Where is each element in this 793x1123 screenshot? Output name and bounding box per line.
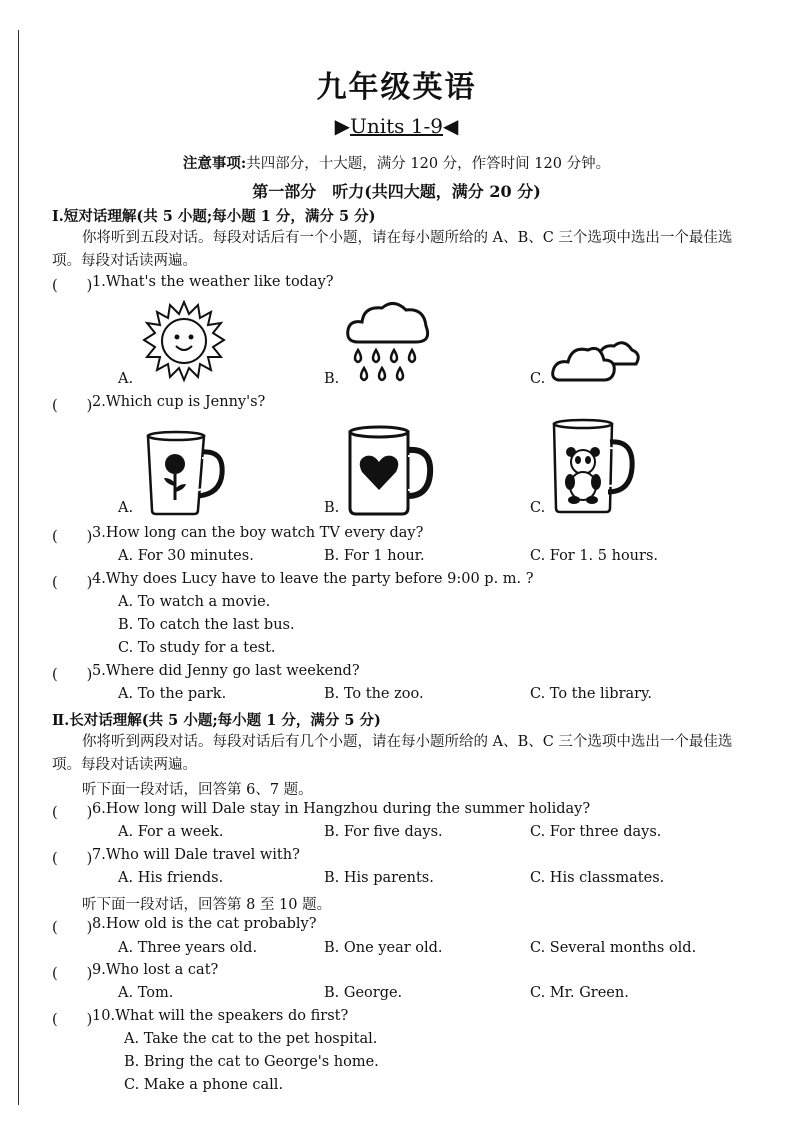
question-text: What's the weather like today? — [105, 274, 334, 290]
option-c: C. To study for a test. — [118, 640, 276, 656]
triangle-right-icon: ▶ — [334, 114, 350, 138]
question-number: 5. — [92, 663, 106, 679]
option-a: A. — [118, 500, 134, 516]
notice-label: 注意事项: — [182, 155, 247, 172]
option-a: A. To watch a movie. — [118, 594, 271, 610]
notice-text: 共四部分，十大题，满分 120 分，作答时间 120 分钟。 — [246, 156, 611, 172]
option-a: A. Take the cat to the pet hospital. — [124, 1031, 378, 1047]
question-text: Which cup is Jenny's? — [105, 394, 266, 410]
question-1 — [92, 274, 334, 290]
heart-cup-icon — [346, 424, 436, 516]
option-c: C. — [530, 500, 546, 516]
answer-blank[interactable]: ( ) — [52, 805, 93, 821]
answer-blank[interactable]: ( ) — [52, 920, 93, 936]
notice — [0, 152, 793, 173]
option-b: B. To catch the last bus. — [118, 617, 295, 633]
answer-blank[interactable]: ( ) — [52, 398, 93, 414]
sub-instruction: 听下面一段对话，回答第 6、7 题。 — [82, 782, 313, 798]
option-a: A. Three years old. — [118, 940, 258, 956]
question-text: How long will Dale stay in Hangzhou during the summer holiday? — [105, 801, 591, 817]
option-c: C. To the library. — [530, 686, 652, 702]
answer-blank[interactable]: ( ) — [52, 667, 93, 683]
question-5 — [92, 663, 360, 679]
answer-blank[interactable]: ( ) — [52, 966, 93, 982]
option-c: C. For three days. — [530, 824, 662, 840]
answer-blank[interactable]: ( ) — [52, 851, 93, 867]
part-heading: 第一部分 听力(共四大题，满分 20 分) — [252, 182, 541, 201]
question-9 — [92, 962, 218, 978]
answer-blank[interactable]: ( ) — [52, 1012, 93, 1028]
option-a: A. His friends. — [118, 870, 224, 886]
sub-instruction: 听下面一段对话，回答第 8 至 10 题。 — [82, 897, 332, 913]
question-text: Who will Dale travel with? — [105, 847, 300, 863]
question-text: How long can the boy watch TV every day? — [105, 525, 424, 541]
question-10 — [92, 1008, 348, 1024]
option-a: A. Tom. — [118, 985, 174, 1001]
option-b: B. For 1 hour. — [324, 548, 425, 564]
question-number: 7. — [92, 847, 106, 863]
option-b: B. For five days. — [324, 824, 443, 840]
option-b: B. His parents. — [324, 870, 434, 886]
option-a: A. For 30 minutes. — [118, 548, 254, 564]
section-instruction: 你将听到五段对话。每段对话后有一个小题，请在每小题所给的 A、B、C 三个选项中选出一个最佳选项。每段对话读两遍。 — [52, 230, 733, 269]
question-number: 4. — [92, 571, 106, 587]
question-7 — [92, 847, 300, 863]
option-b: B. — [324, 371, 340, 387]
section-heading: Ⅱ.长对话理解(共 5 小题;每小题 1 分，满分 5 分) — [52, 712, 381, 729]
rose-cup-icon — [142, 428, 226, 516]
option-b: B. — [324, 500, 340, 516]
option-c: C. His classmates. — [530, 870, 665, 886]
question-text: What will the speakers do first? — [115, 1008, 349, 1024]
option-a: A. For a week. — [118, 824, 224, 840]
option-c: C. — [530, 371, 546, 387]
question-number: 1. — [92, 274, 106, 290]
cloudy-icon — [550, 330, 642, 386]
question-text: Why does Lucy have to leave the party before 9:00 p. m. ? — [105, 571, 534, 587]
option-c: C. Mr. Green. — [530, 985, 629, 1001]
units-label — [0, 114, 793, 138]
question-text: Where did Jenny go last weekend? — [105, 663, 360, 679]
question-text: Who lost a cat? — [105, 962, 219, 978]
option-b: B. To the zoo. — [324, 686, 424, 702]
section-heading: Ⅰ.短对话理解(共 5 小题;每小题 1 分，满分 5 分) — [52, 208, 376, 225]
option-a: A. To the park. — [118, 686, 227, 702]
question-2 — [92, 394, 265, 410]
question-number: 9. — [92, 962, 106, 978]
question-number: 10. — [92, 1008, 116, 1024]
answer-blank[interactable]: ( ) — [52, 575, 93, 591]
option-c: C. Make a phone call. — [124, 1077, 284, 1093]
sun-icon — [142, 300, 226, 384]
option-b: B. One year old. — [324, 940, 443, 956]
answer-blank[interactable]: ( ) — [52, 529, 93, 545]
question-text: How old is the cat probably? — [105, 916, 317, 932]
question-8 — [92, 916, 317, 932]
question-number: 2. — [92, 394, 106, 410]
option-b: B. Bring the cat to George's home. — [124, 1054, 379, 1070]
panda-cup-icon — [550, 418, 638, 514]
section-instruction: 你将听到两段对话。每段对话后有几个小题，请在每小题所给的 A、B、C 三个选项中选出一个最佳选项。每段对话读两遍。 — [52, 734, 733, 773]
option-c: C. Several months old. — [530, 940, 697, 956]
option-c: C. For 1. 5 hours. — [530, 548, 659, 564]
question-number: 6. — [92, 801, 106, 817]
triangle-left-icon: ◀ — [443, 114, 459, 138]
question-number: 8. — [92, 916, 106, 932]
units-text: Units 1-9 — [350, 114, 443, 138]
answer-blank[interactable]: ( ) — [52, 278, 93, 294]
rain-cloud-icon — [344, 298, 432, 386]
page-title: 九年级英语 — [316, 70, 477, 105]
question-number: 3. — [92, 525, 106, 541]
question-6 — [92, 801, 590, 817]
option-a: A. — [118, 371, 134, 387]
question-3 — [92, 525, 423, 541]
question-4 — [92, 571, 534, 587]
option-b: B. George. — [324, 985, 403, 1001]
